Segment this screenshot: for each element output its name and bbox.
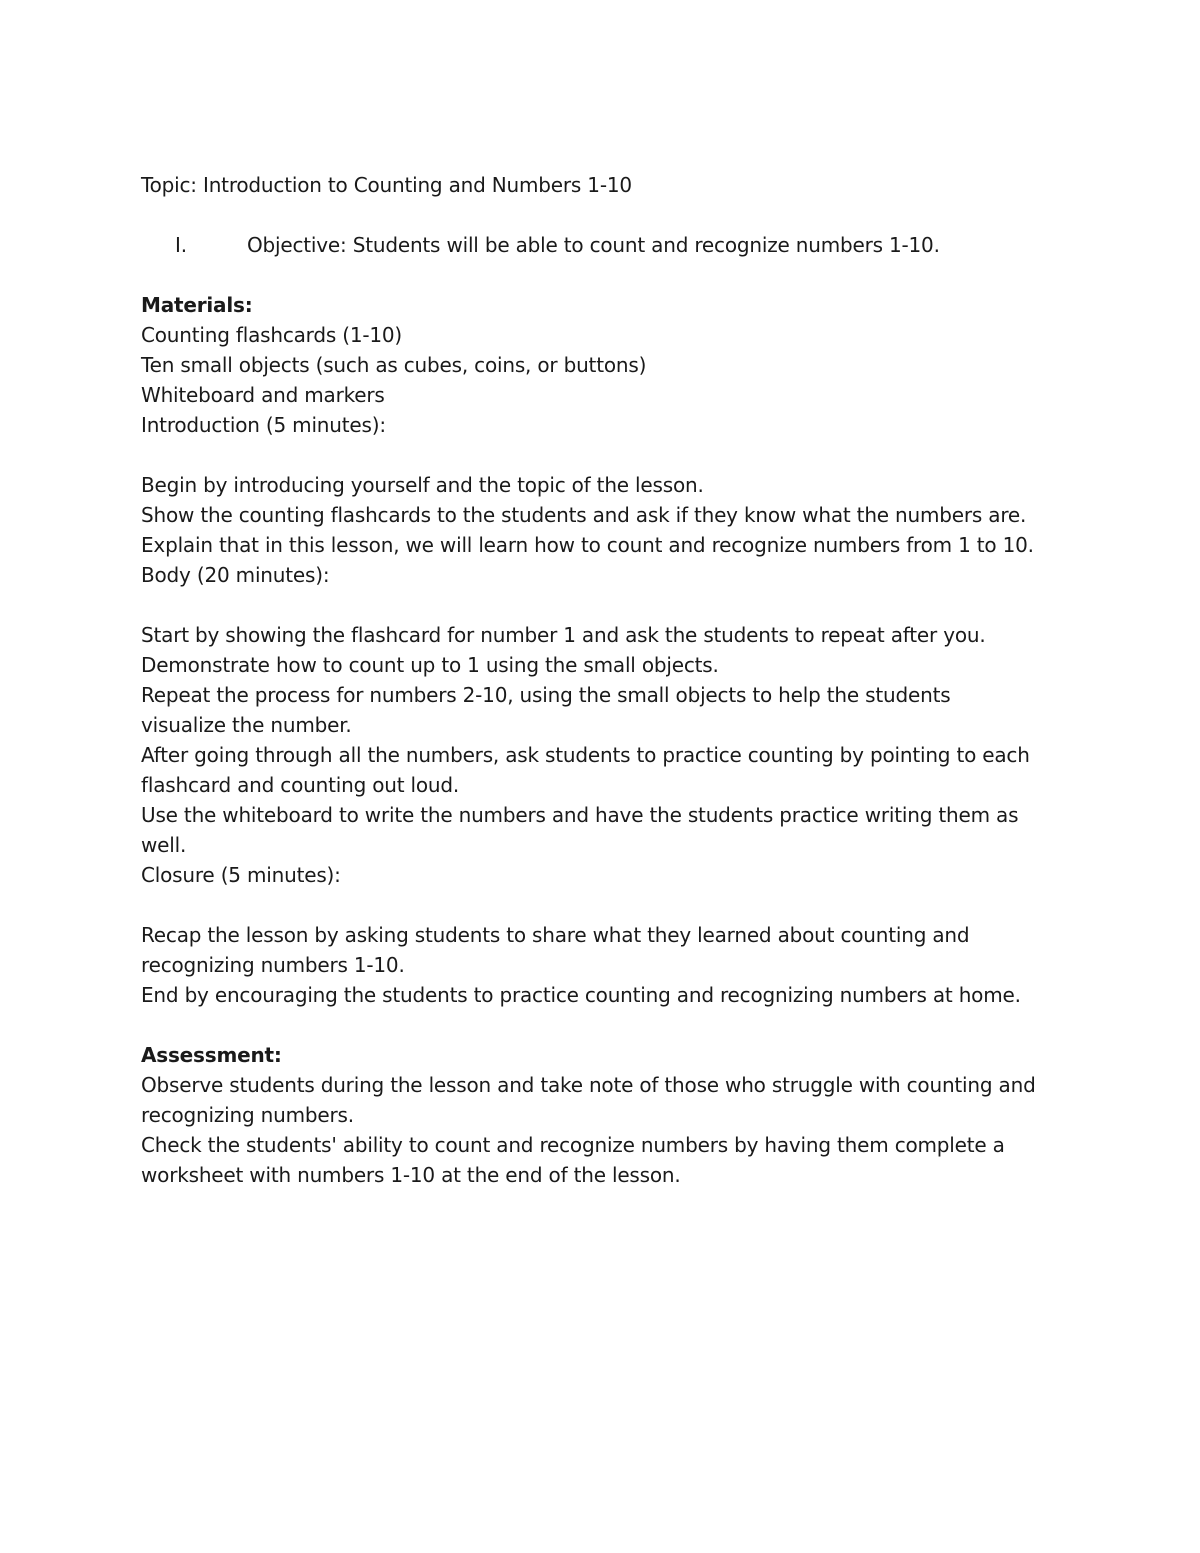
closure-heading: Closure (5 minutes): (141, 863, 341, 887)
closure-line: Recap the lesson by asking students to share what they learned about counting and (141, 923, 970, 947)
assessment-line: Check the students' ability to count and recognize numbers by having them complete a (141, 1133, 1005, 1157)
spacer (141, 890, 1071, 920)
materials-item: Ten small objects (such as cubes, coins, or buttons) (141, 353, 647, 377)
materials-heading: Materials: (141, 293, 253, 317)
objective-text: Objective: Students will be able to count and recognize numbers 1-10. (247, 233, 940, 257)
body-heading: Body (20 minutes): (141, 563, 330, 587)
lesson-plan-content (141, 170, 1071, 1190)
body-line: visualize the number. (141, 713, 352, 737)
objective-item (141, 230, 1071, 260)
body-line: Repeat the process for numbers 2-10, using the small objects to help the students (141, 683, 951, 707)
materials-item: Whiteboard and markers (141, 383, 385, 407)
body-line: flashcard and counting out loud. (141, 773, 460, 797)
introduction-line: Begin by introducing yourself and the topic of the lesson. (141, 473, 704, 497)
closure-line: recognizing numbers 1-10. (141, 953, 405, 977)
assessment-line: worksheet with numbers 1-10 at the end of the lesson. (141, 1163, 681, 1187)
objective-numeral: I. (175, 233, 187, 257)
assessment-line: Observe students during the lesson and take note of those who struggle with counting and (141, 1073, 1036, 1097)
body-line: Demonstrate how to count up to 1 using the small objects. (141, 653, 719, 677)
assessment-heading: Assessment: (141, 1043, 282, 1067)
introduction-heading: Introduction (5 minutes): (141, 413, 386, 437)
spacer (141, 590, 1071, 620)
materials-item: Counting flashcards (1-10) (141, 323, 403, 347)
introduction-line: Show the counting flashcards to the students and ask if they know what the numbers are. (141, 503, 1027, 527)
body-line: well. (141, 833, 187, 857)
spacer (141, 260, 1071, 290)
spacer (141, 440, 1071, 470)
spacer (141, 200, 1071, 230)
closure-line: End by encouraging the students to practice counting and recognizing numbers at home. (141, 983, 1021, 1007)
introduction-line: Explain that in this lesson, we will learn how to count and recognize numbers from 1 to 10. (141, 533, 1034, 557)
topic-line: Topic: Introduction to Counting and Numbers 1-10 (141, 173, 632, 197)
assessment-line: recognizing numbers. (141, 1103, 354, 1127)
spacer (141, 1010, 1071, 1040)
body-line: Start by showing the flashcard for number 1 and ask the students to repeat after you. (141, 623, 986, 647)
body-line: After going through all the numbers, ask students to practice counting by pointing to each (141, 743, 1030, 767)
body-line: Use the whiteboard to write the numbers and have the students practice writing them as (141, 803, 1019, 827)
